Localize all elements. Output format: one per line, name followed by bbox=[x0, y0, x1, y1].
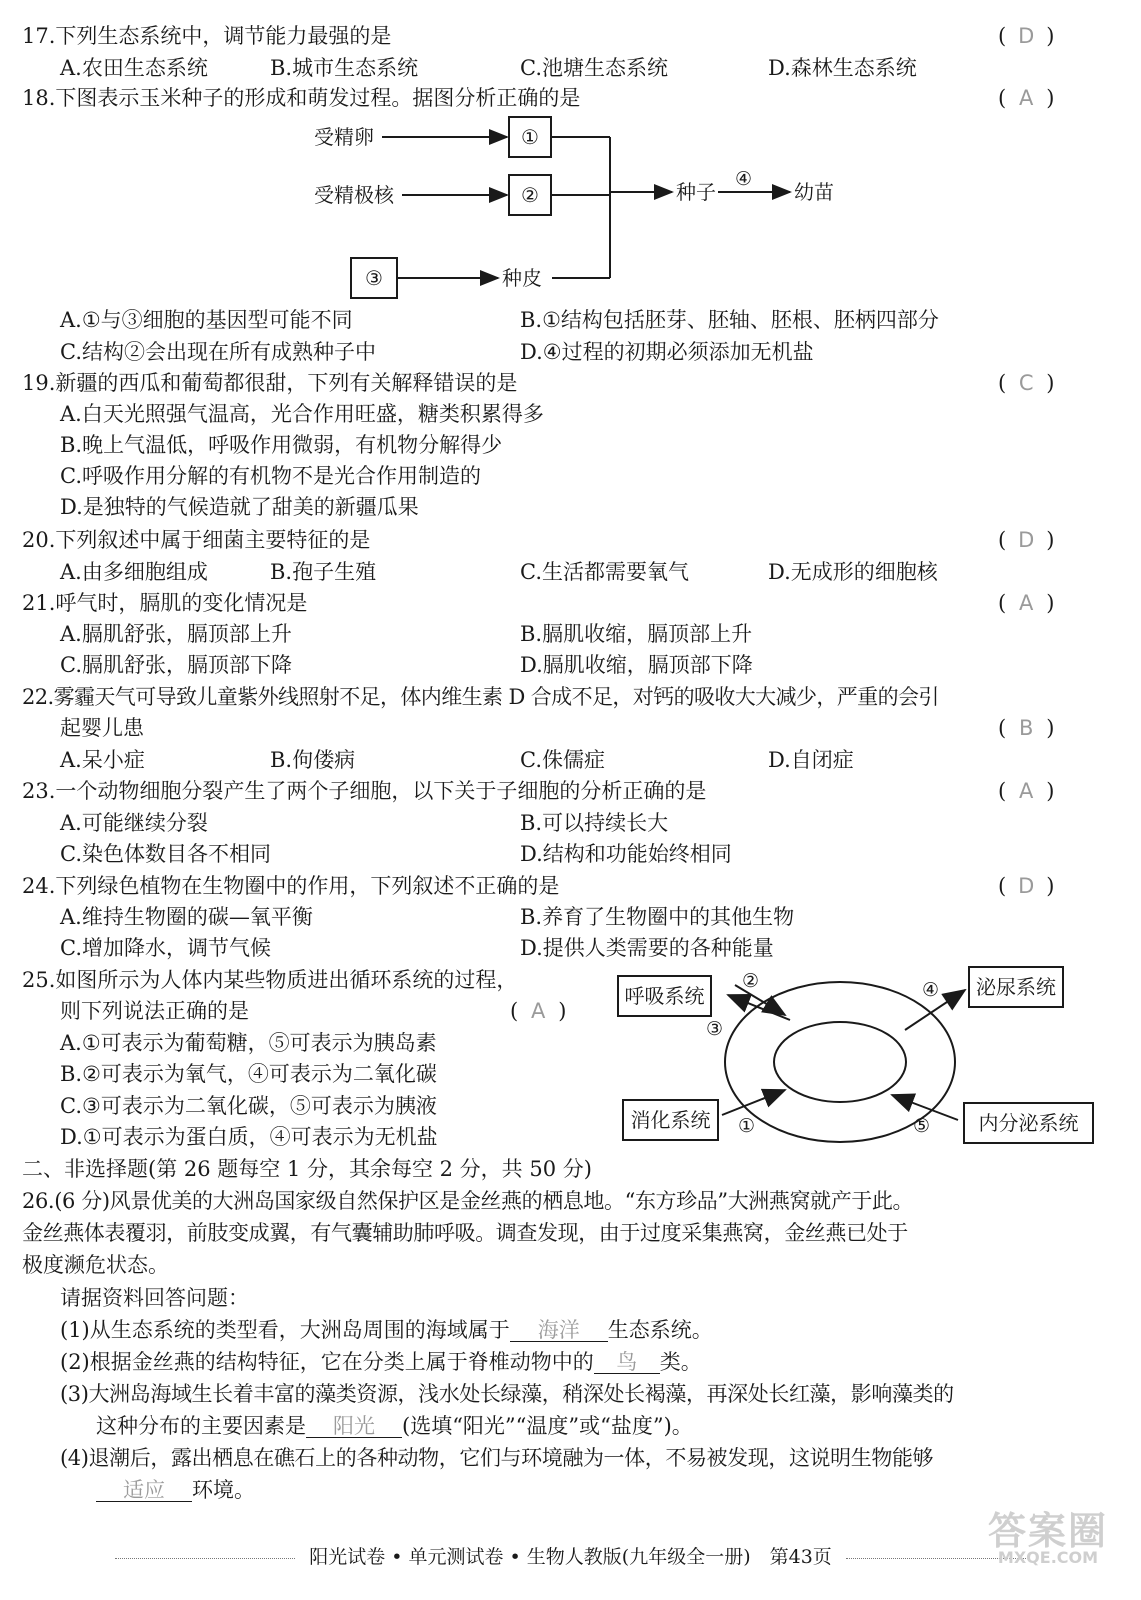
section-2-title: 二、非选择题(第 26 题每空 1 分，其余每空 2 分，共 50 分) bbox=[22, 1157, 592, 1181]
q25-option-d: D.①可表示为蛋白质，④可表示为无机盐 bbox=[60, 1125, 438, 1149]
footer-rule-left bbox=[115, 1558, 295, 1559]
q26-blank-2[interactable]: 鸟 bbox=[594, 1352, 660, 1374]
q17-stem: 17.下列生态系统中，调节能力最强的是 bbox=[22, 24, 392, 48]
q26-part4-line2: 适应 环境。 bbox=[96, 1480, 255, 1502]
label-seed: 种子 bbox=[676, 180, 716, 204]
q24-option-a: A.维持生物圈的碳—氧平衡 bbox=[60, 905, 313, 929]
q18-stem: 18.下图表示玉米种子的形成和萌发过程。据图分析正确的是 bbox=[22, 86, 581, 110]
label-fertilized-egg: 受精卵 bbox=[314, 125, 374, 149]
q17-option-a: A.农田生态系统 bbox=[60, 56, 208, 80]
q21-option-a: A.膈肌舒张，膈顶部上升 bbox=[60, 622, 292, 646]
q26-prompt: 请据资料回答问题： bbox=[60, 1286, 249, 1310]
q19-option-d: D.是独特的气候造就了甜美的新疆瓜果 bbox=[60, 495, 419, 519]
box-endocrine-system: 内分泌系统 bbox=[963, 1102, 1094, 1144]
q18-option-b: B.①结构包括胚芽、胚轴、胚根、胚柄四部分 bbox=[520, 308, 939, 332]
q22-stem-line1: 22.雾霾天气可导致儿童紫外线照射不足，体内维生素 D 合成不足，对钙的吸收大大减少，严重的会引 bbox=[22, 685, 939, 709]
q26-part3-line1: (3)大洲岛海域生长着丰富的藻类资源，浅水处长绿藻，稍深处长褐藻，再深处长红藻，影响藻类的 bbox=[60, 1382, 954, 1406]
q17-answer: ( D ) bbox=[998, 24, 1055, 48]
label-fertilized-polar-nucleus: 受精极核 bbox=[314, 183, 394, 207]
q20-option-a: A.由多细胞组成 bbox=[60, 560, 208, 584]
q18-option-c: C.结构②会出现在所有成熟种子中 bbox=[60, 340, 376, 364]
q22-option-d: D.自闭症 bbox=[768, 748, 854, 772]
box-2: ② bbox=[508, 174, 552, 216]
q20-stem: 20.下列叙述中属于细菌主要特征的是 bbox=[22, 528, 371, 552]
q24-option-b: B.养育了生物圈中的其他生物 bbox=[520, 905, 795, 929]
q21-option-b: B.膈肌收缩，膈顶部上升 bbox=[520, 622, 753, 646]
q26-intro-line1: 26.(6 分)风景优美的大洲岛国家级自然保护区是金丝燕的栖息地。“东方珍品”大洲燕窝就产于此。 bbox=[22, 1189, 914, 1213]
box-respiratory-system: 呼吸系统 bbox=[617, 975, 712, 1017]
q26-intro-line3: 极度濒危状态。 bbox=[22, 1253, 169, 1277]
q22-option-b: B.佝偻病 bbox=[270, 748, 356, 772]
q26-part1: (1)从生态系统的类型看，大洲岛周围的海域属于 海洋 生态系统。 bbox=[60, 1318, 713, 1342]
box-urinary-system: 泌尿系统 bbox=[968, 966, 1064, 1008]
label-seedling: 幼苗 bbox=[794, 180, 834, 204]
q17-option-d: D.森林生态系统 bbox=[768, 56, 917, 80]
label-1: ① bbox=[738, 1115, 756, 1137]
q23-option-c: C.染色体数目各不相同 bbox=[60, 842, 271, 866]
q21-stem: 21.呼气时，膈肌的变化情况是 bbox=[22, 591, 308, 615]
q24-answer: ( D ) bbox=[998, 874, 1055, 898]
q25-option-c: C.③可表示为二氧化碳，⑤可表示为胰液 bbox=[60, 1094, 437, 1118]
q18-answer: ( A ) bbox=[998, 86, 1055, 110]
q21-answer: ( A ) bbox=[998, 591, 1055, 615]
q17-option-c: C.池塘生态系统 bbox=[520, 56, 668, 80]
q25-stem-line2: 则下列说法正确的是 bbox=[60, 999, 249, 1023]
footer-text: 阳光试卷 • 单元测试卷 • 生物人教版(九年级全一册) 第43页 bbox=[309, 1546, 832, 1568]
box-3: ③ bbox=[350, 257, 398, 299]
q21-option-d: D.膈肌收缩，膈顶部下降 bbox=[520, 653, 753, 677]
label-4: ④ bbox=[922, 979, 940, 1001]
watermark-logo bbox=[963, 1509, 1133, 1592]
q19-stem: 19.新疆的西瓜和葡萄都很甜，下列有关解释错误的是 bbox=[22, 371, 518, 395]
q25-option-a: A.①可表示为葡萄糖，⑤可表示为胰岛素 bbox=[60, 1031, 437, 1055]
label-seed-coat: 种皮 bbox=[502, 266, 542, 290]
q26-blank-1[interactable]: 海洋 bbox=[510, 1320, 608, 1342]
q19-option-c: C.呼吸作用分解的有机物不是光合作用制造的 bbox=[60, 464, 481, 488]
label-step-4: ④ bbox=[735, 168, 753, 190]
q22-option-a: A.呆小症 bbox=[60, 748, 145, 772]
label-2: ② bbox=[742, 970, 760, 992]
box-digestive-system: 消化系统 bbox=[622, 1099, 719, 1141]
q22-answer: ( B ) bbox=[998, 716, 1055, 740]
watermark-url: MXQE.COM bbox=[997, 1548, 1099, 1567]
q23-option-d: D.结构和功能始终相同 bbox=[520, 842, 732, 866]
q20-option-c: C.生活都需要氧气 bbox=[520, 560, 689, 584]
watermark-title: 答案圈 bbox=[987, 1509, 1108, 1553]
q24-option-d: D.提供人类需要的各种能量 bbox=[520, 936, 774, 960]
q19-answer: ( C ) bbox=[998, 371, 1055, 395]
q24-stem: 24.下列绿色植物在生物圈中的作用，下列叙述不正确的是 bbox=[22, 874, 560, 898]
label-5: ⑤ bbox=[913, 1115, 931, 1137]
q23-answer: ( A ) bbox=[998, 779, 1055, 803]
q25-answer: ( A ) bbox=[510, 999, 567, 1023]
q22-stem-line2: 起婴儿患 bbox=[60, 716, 144, 740]
q17-option-b: B.城市生态系统 bbox=[270, 56, 419, 80]
q22-option-c: C.侏儒症 bbox=[520, 748, 605, 772]
q19-option-b: B.晚上气温低，呼吸作用微弱，有机物分解得少 bbox=[60, 433, 503, 457]
q20-answer: ( D ) bbox=[998, 528, 1055, 552]
q20-option-d: D.无成形的细胞核 bbox=[768, 560, 938, 584]
q26-intro-line2: 金丝燕体表覆羽，前肢变成翼，有气囊辅助肺呼吸。调查发现，由于过度采集燕窝，金丝燕已处于 bbox=[22, 1221, 908, 1245]
q24-option-c: C.增加降水，调节气候 bbox=[60, 936, 271, 960]
q26-part4-line1: (4)退潮后，露出栖息在礁石上的各种动物，它们与环境融为一体，不易被发现，这说明生物能够 bbox=[60, 1446, 934, 1470]
q25-stem-line1: 25.如图所示为人体内某些物质进出循环系统的过程， bbox=[22, 968, 518, 992]
q26-part2: (2)根据金丝燕的结构特征，它在分类上属于脊椎动物中的 鸟 类。 bbox=[60, 1350, 702, 1374]
q18-option-a: A.①与③细胞的基因型可能不同 bbox=[60, 308, 353, 332]
q25-option-b: B.②可表示为氧气，④可表示为二氧化碳 bbox=[60, 1062, 437, 1086]
q21-option-c: C.膈肌舒张，膈顶部下降 bbox=[60, 653, 292, 677]
q26-blank-3[interactable]: 阳光 bbox=[306, 1416, 402, 1438]
q23-stem: 23.一个动物细胞分裂产生了两个子细胞，以下关于子细胞的分析正确的是 bbox=[22, 779, 707, 803]
q18-option-d: D.④过程的初期必须添加无机盐 bbox=[520, 340, 814, 364]
q19-option-a: A.白天光照强气温高，光合作用旺盛，糖类积累得多 bbox=[60, 402, 544, 426]
q26-blank-4[interactable]: 适应 bbox=[96, 1480, 192, 1502]
box-1: ① bbox=[508, 116, 552, 158]
q23-option-a: A.可能继续分裂 bbox=[60, 811, 208, 835]
label-3: ③ bbox=[706, 1018, 724, 1040]
q26-part3-line2: 这种分布的主要因素是 阳光 (选填“阳光”“温度”或“盐度”)。 bbox=[96, 1414, 693, 1438]
q20-option-b: B.孢子生殖 bbox=[270, 560, 377, 584]
q23-option-b: B.可以持续长大 bbox=[520, 811, 669, 835]
